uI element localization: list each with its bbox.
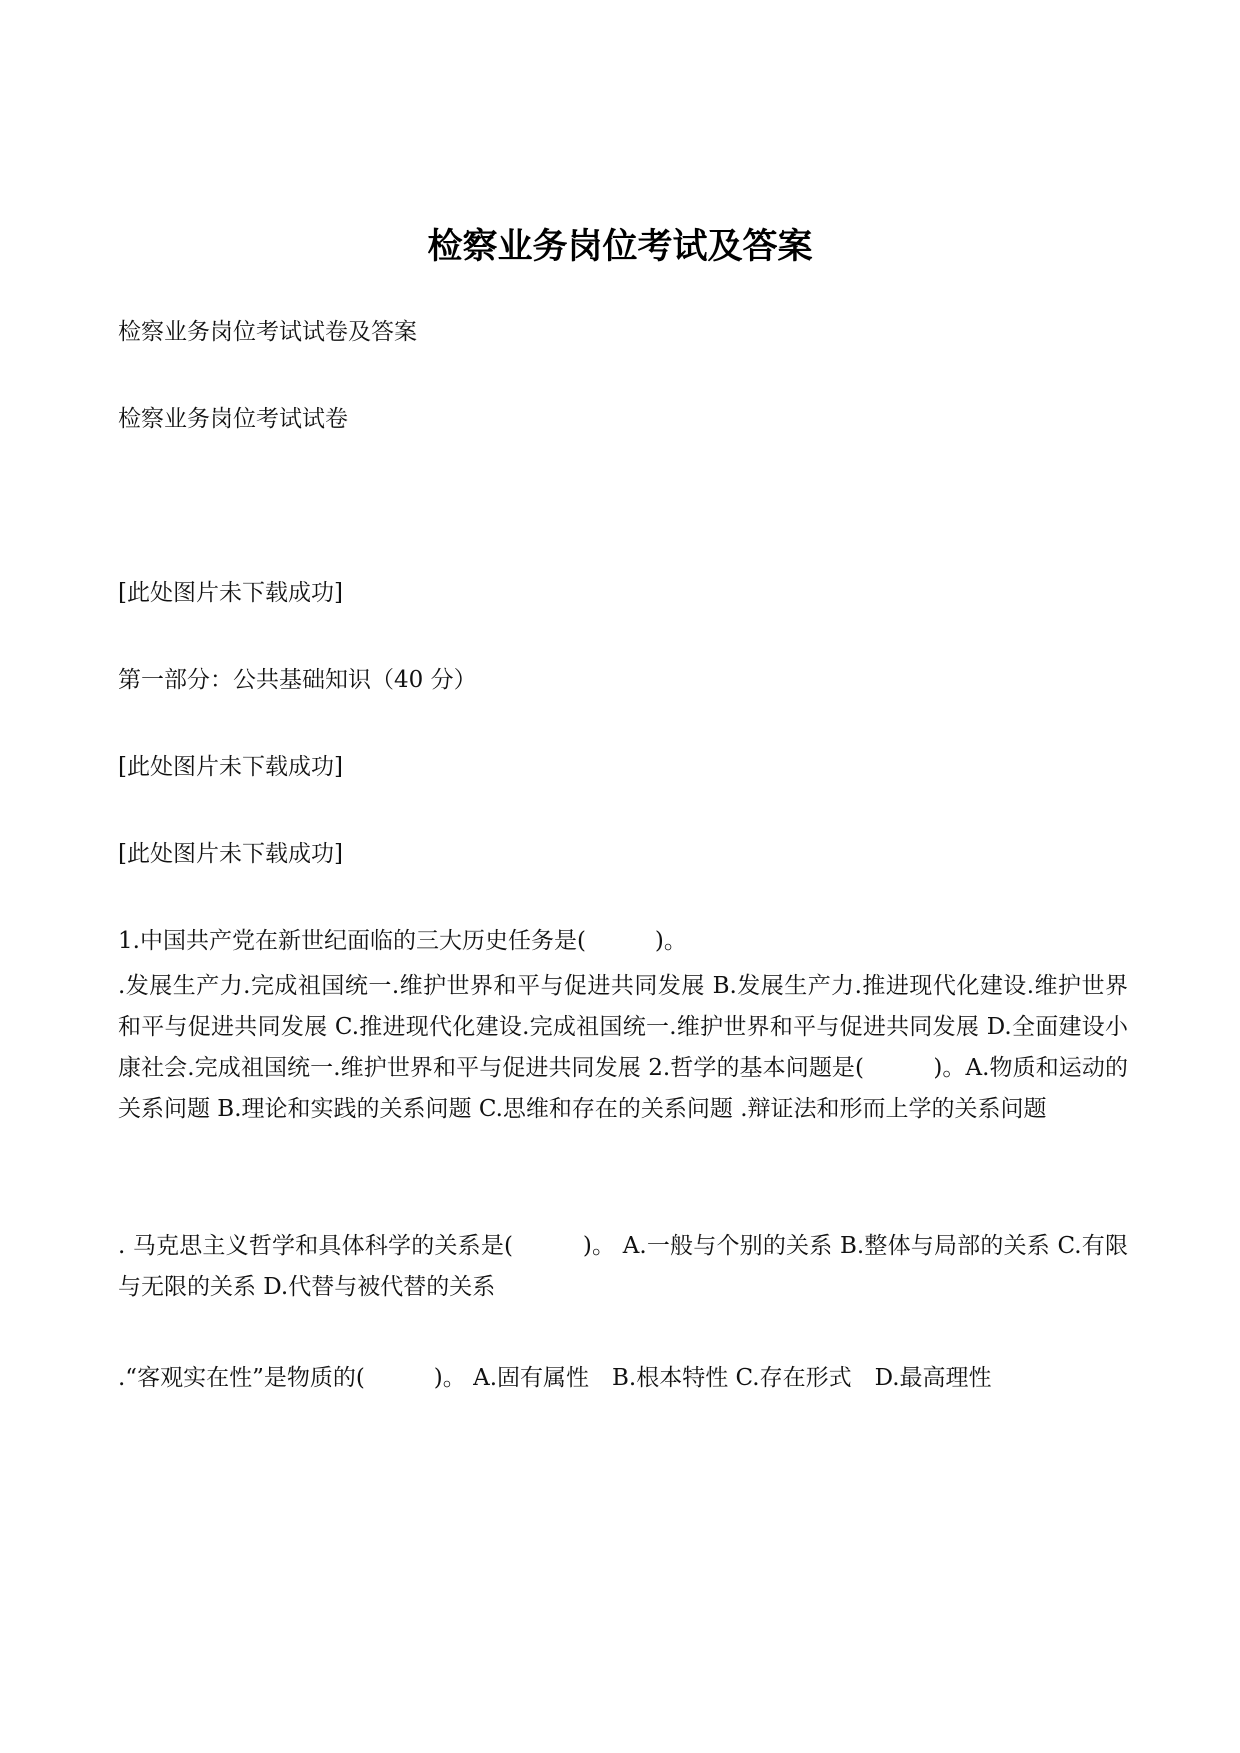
image-placeholder: [此处图片未下载成功] — [118, 841, 343, 867]
question-1-2-paragraph: .发展生产力.完成祖国统一.维护世界和平与促进共同发展 B.发展生产力.推进现代化建设.维护世界和平与促进共同发展 C.推进现代化建设.完成祖国统一.维护世界和平与促进共同发展 D.全面建设小康社会.完成祖国统一.维护世界和平与促进共同发展 2.哲学的基本问题是( )。A.物质和运动的关系问题 B.理论和实践的关系问题 C.思维和存在的关系问题 .辩证法和形而上学的关系问题 — [118, 973, 1128, 1122]
question-1-stem: 1.中国共产党在新世纪面临的三大历史任务是( )。 — [118, 928, 687, 954]
question-4-line: .“客观实在性”是物质的( )。 A.固有属性 B.根本特性 C.存在形式 D.最高理性 — [118, 1365, 992, 1391]
image-placeholder: [此处图片未下载成功] — [118, 580, 343, 606]
document-subtitle: 检察业务岗位考试试卷及答案 — [118, 319, 417, 345]
image-placeholder: [此处图片未下载成功] — [118, 754, 343, 780]
part-heading: 第一部分：公共基础知识（40 分） — [118, 667, 477, 693]
document-title: 检察业务岗位考试及答案 — [427, 227, 813, 267]
question-3-paragraph: . 马克思主义哲学和具体科学的关系是( )。 A.一般与个别的关系 B.整体与局部的关系 C.有限与无限的关系 D.代替与被代替的关系 — [118, 1233, 1128, 1300]
exam-name: 检察业务岗位考试试卷 — [118, 406, 348, 432]
